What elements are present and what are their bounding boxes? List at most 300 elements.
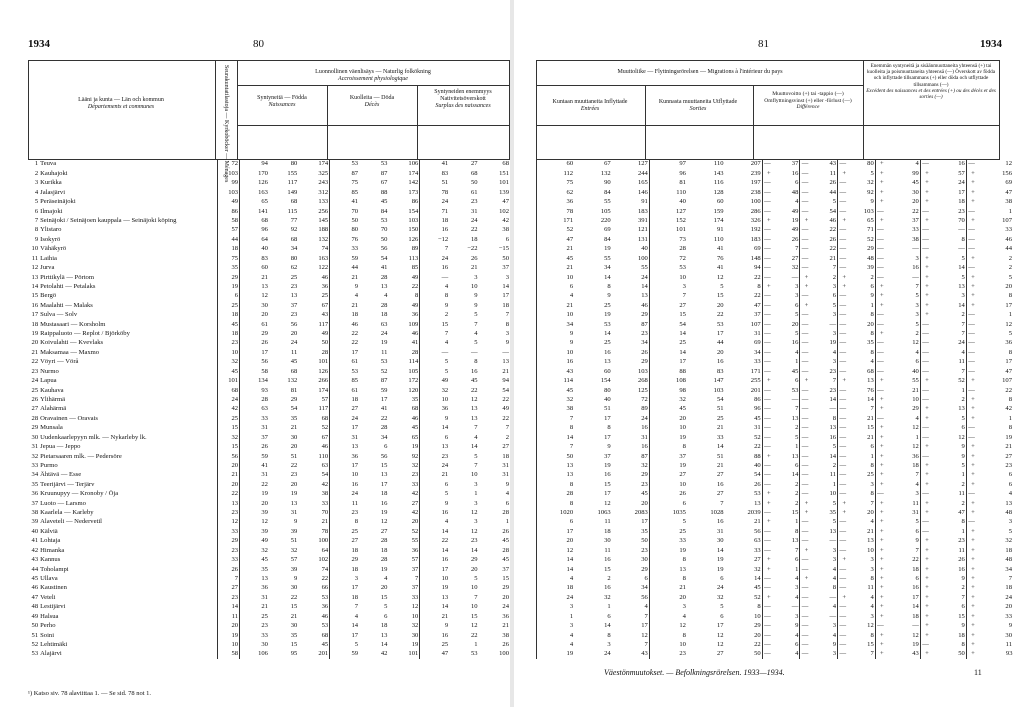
cell-col2: 19 bbox=[217, 282, 239, 291]
cell-value: 11 bbox=[604, 518, 611, 526]
cell-value: 60 bbox=[537, 160, 575, 169]
cell-value: 4 bbox=[915, 348, 919, 356]
table-row bbox=[537, 367, 1014, 376]
cell-value: 13 bbox=[470, 414, 478, 422]
cell-value: 27 bbox=[411, 499, 419, 507]
cell-value: 16 bbox=[604, 348, 611, 356]
cell-value: 47 bbox=[754, 301, 761, 309]
cell-value: 165 bbox=[637, 179, 648, 187]
cell-value: 96 bbox=[649, 169, 687, 178]
cell-value: 87 bbox=[641, 452, 648, 460]
cell-col2: 99 bbox=[217, 179, 239, 188]
cell-value: + bbox=[838, 593, 848, 602]
cell-value: 151 bbox=[499, 169, 509, 177]
cell-value: — bbox=[839, 188, 847, 196]
cell-value: — bbox=[839, 264, 847, 272]
municipality-name: Koivulahti — Kvevlaks bbox=[40, 339, 104, 347]
cell-value: 14 bbox=[716, 443, 724, 451]
cell-value: 60 bbox=[716, 198, 724, 206]
row-index: 52 bbox=[31, 640, 39, 648]
cell-value: 56 bbox=[240, 358, 269, 367]
cell-value: 4 bbox=[330, 292, 359, 301]
cell-value: + bbox=[875, 292, 885, 301]
cell-value: 110 bbox=[713, 235, 724, 243]
cell-value: 16 bbox=[716, 358, 724, 366]
cell-value: 8 bbox=[415, 292, 419, 300]
cell-value: 50 bbox=[502, 254, 509, 262]
cell-value: — bbox=[839, 546, 847, 554]
cell-value: 5 bbox=[1008, 527, 1012, 535]
cell-value: 81 bbox=[649, 179, 687, 188]
cell-value: 34 bbox=[754, 348, 761, 356]
cell-value: 37 bbox=[604, 452, 611, 460]
cell-value: 38 bbox=[502, 226, 509, 234]
cell-value: 3 bbox=[505, 273, 509, 281]
cell-value: 46 bbox=[411, 330, 419, 338]
cell-value: 4 bbox=[795, 198, 799, 206]
cell-value: 61 bbox=[240, 320, 269, 329]
municipality-name: Kaarlela — Karleby bbox=[40, 509, 94, 517]
cell-value: 35 bbox=[867, 339, 874, 347]
cell-value: 286 bbox=[750, 207, 761, 215]
cell-value: 18 bbox=[380, 490, 388, 498]
cell-col2: 45 bbox=[217, 320, 239, 329]
cell-value: 25 bbox=[604, 301, 611, 309]
cell-value: 53 bbox=[754, 490, 761, 498]
cell-value: 95 bbox=[290, 650, 298, 658]
cell-value: 201 bbox=[318, 650, 329, 658]
cell-value: — bbox=[801, 603, 809, 611]
cell-value: 34 bbox=[1005, 565, 1012, 573]
cell-value: 51 bbox=[290, 537, 298, 545]
cell-value: 8 bbox=[757, 603, 761, 611]
cell-value: 57 bbox=[290, 556, 298, 564]
cell-value: — bbox=[801, 480, 809, 488]
cell-value: 16 bbox=[604, 584, 611, 592]
cell-value: 22 bbox=[912, 207, 919, 215]
cell-value: 23 bbox=[641, 546, 648, 554]
cell-value: 12 bbox=[912, 443, 919, 451]
cell-value: 8 bbox=[537, 499, 575, 508]
cell-value: 8 bbox=[870, 575, 874, 583]
cell-value: + bbox=[800, 499, 810, 508]
cell-value: — bbox=[801, 207, 809, 215]
cell-value: 11 bbox=[381, 348, 388, 356]
cell-value: + bbox=[838, 282, 848, 291]
cell-value: 9 bbox=[961, 443, 965, 451]
cell-value: 72 bbox=[649, 254, 687, 263]
cell-value: 2 bbox=[915, 330, 919, 338]
cell-value: 67 bbox=[380, 179, 388, 187]
cell-value: 24 bbox=[420, 462, 449, 471]
row-index: 38 bbox=[31, 509, 39, 517]
cell-value: — bbox=[877, 320, 884, 328]
cell-value: 56 bbox=[380, 245, 388, 253]
table-row bbox=[537, 311, 1014, 320]
cell-value: 7 bbox=[474, 593, 478, 601]
cell-value: 39 bbox=[240, 509, 269, 518]
cell-value: 32 bbox=[411, 461, 419, 469]
cell-value: 28 bbox=[321, 348, 329, 356]
cell-value: 32 bbox=[791, 264, 799, 272]
cell-value: 24 bbox=[330, 490, 359, 499]
table-row bbox=[537, 226, 1014, 235]
cell-value: 7 bbox=[474, 461, 478, 469]
cell-value: 10 bbox=[420, 575, 449, 584]
cell-value: 4 bbox=[330, 612, 359, 621]
cell-value: + bbox=[920, 480, 930, 489]
cell-col2: 32 bbox=[217, 358, 239, 367]
cell-value: 33 bbox=[321, 499, 329, 507]
cell-value: 16 bbox=[330, 480, 359, 489]
cell-value: 183 bbox=[637, 207, 648, 215]
cell-value: 30 bbox=[240, 301, 269, 310]
cell-value: 87 bbox=[380, 377, 388, 385]
cell-value: — bbox=[764, 160, 771, 168]
row-index: 21 bbox=[31, 348, 39, 356]
cell-value: 6 bbox=[537, 282, 575, 291]
cell-value: 64 bbox=[321, 546, 329, 554]
cell-value: 31 bbox=[502, 471, 509, 479]
cell-col2: 58 bbox=[217, 217, 239, 226]
cell-value: — bbox=[764, 292, 771, 300]
header-kuolleita: Kuolleita — Döda Décès bbox=[349, 95, 395, 108]
cell-value: 18 bbox=[912, 461, 919, 469]
cell-value: 67 bbox=[321, 433, 329, 441]
municipality-name: Sulva — Solv bbox=[40, 311, 78, 319]
cell-value: 80 bbox=[290, 254, 298, 262]
cell-value: + bbox=[966, 273, 976, 282]
cell-value: 22 bbox=[716, 311, 724, 319]
cell-value: 71 bbox=[420, 207, 449, 216]
cell-value: 68 bbox=[240, 217, 269, 226]
cell-value: 31 bbox=[330, 433, 359, 442]
cell-value: 14 bbox=[420, 603, 449, 612]
cell-col2: 21 bbox=[217, 471, 239, 480]
table-row bbox=[537, 198, 1014, 207]
cell-value: 4 bbox=[795, 650, 799, 658]
cell-value: 63 bbox=[754, 537, 761, 545]
cell-value: 40 bbox=[604, 396, 611, 403]
cell-value: + bbox=[966, 650, 976, 659]
cell-value: 28 bbox=[502, 546, 509, 554]
cell-col2: 19 bbox=[217, 631, 239, 640]
cell-value: 6 bbox=[384, 443, 388, 451]
cell-value: 3 bbox=[832, 282, 837, 290]
cell-value: 61 bbox=[330, 358, 359, 367]
municipality-name: Halsua bbox=[40, 612, 59, 620]
cell-value: 27 bbox=[716, 471, 724, 479]
cell-value: 13 bbox=[1005, 499, 1012, 507]
cell-value: 80 bbox=[604, 386, 611, 394]
cell-value: 85 bbox=[330, 377, 359, 386]
cell-value: 7 bbox=[832, 264, 837, 272]
municipality-name: Maksamaa — Maxmo bbox=[40, 348, 100, 356]
cell-value: — bbox=[839, 640, 847, 648]
cell-value: 1 bbox=[795, 443, 799, 451]
cell-value: 20 bbox=[290, 443, 298, 451]
cell-value: + bbox=[800, 273, 810, 282]
cell-value: — bbox=[764, 424, 771, 432]
cell-value: 256 bbox=[318, 207, 329, 215]
cell-col2: 35 bbox=[217, 264, 239, 273]
cell-value: 171 bbox=[537, 217, 575, 226]
table-row bbox=[537, 301, 1014, 310]
cell-value: 54 bbox=[829, 207, 837, 215]
cell-value: 10 bbox=[330, 471, 359, 480]
cell-value: 41 bbox=[411, 339, 419, 347]
cell-value: 197 bbox=[750, 179, 761, 187]
cell-value: 6 bbox=[870, 282, 874, 290]
cell-value: — bbox=[839, 330, 847, 338]
cell-value: 6 bbox=[384, 612, 388, 620]
cell-value: 18 bbox=[502, 452, 509, 460]
cell-value: 13 bbox=[649, 565, 687, 574]
cell-value: 6 bbox=[870, 443, 874, 451]
cell-value: 114 bbox=[408, 358, 419, 366]
cell-value: — bbox=[801, 612, 809, 620]
cell-value: 34 bbox=[290, 245, 298, 253]
cell-value: 6 bbox=[915, 575, 919, 583]
cell-value: + bbox=[762, 217, 772, 226]
cell-value: 11 bbox=[958, 490, 965, 498]
cell-value: — bbox=[764, 433, 771, 441]
cell-value: 26 bbox=[470, 254, 478, 262]
cell-value: 41 bbox=[420, 160, 449, 169]
cell-value: 36 bbox=[502, 612, 509, 620]
cell-value: — bbox=[877, 414, 884, 422]
cell-value: + bbox=[920, 273, 930, 282]
cell-value: 30 bbox=[641, 556, 648, 564]
table-row bbox=[28, 254, 510, 263]
cell-value: 17 bbox=[420, 565, 449, 574]
cell-value: 3 bbox=[870, 480, 874, 488]
row-index: 48 bbox=[31, 603, 39, 611]
row-index: 10 bbox=[31, 245, 39, 253]
cell-value: 36 bbox=[321, 603, 329, 611]
cell-value: 3 bbox=[537, 603, 575, 612]
cell-value: 12 bbox=[470, 622, 478, 630]
cell-value: — bbox=[839, 584, 847, 592]
cell-value: 15 bbox=[867, 640, 874, 648]
cell-value: 6 bbox=[832, 292, 837, 300]
cell-col2: 86 bbox=[217, 207, 239, 216]
cell-value: + bbox=[966, 612, 976, 621]
cell-value: 5 bbox=[795, 433, 799, 441]
cell-value: + bbox=[920, 217, 930, 226]
cell-value: 51 bbox=[716, 405, 724, 413]
cell-value: + bbox=[920, 509, 930, 518]
cell-value: + bbox=[920, 462, 930, 471]
row-index: 33 bbox=[31, 461, 39, 469]
cell-value: 8 bbox=[607, 631, 611, 639]
cell-value: 31 bbox=[290, 509, 298, 517]
table-row bbox=[28, 527, 510, 536]
cell-value: 22 bbox=[411, 282, 419, 290]
cell-value: 40 bbox=[754, 461, 761, 469]
cell-value: 20 bbox=[1005, 603, 1012, 611]
cell-value: 103 bbox=[713, 386, 724, 394]
cell-value: 92 bbox=[411, 452, 419, 460]
table-row bbox=[28, 169, 510, 178]
cell-value: 37 bbox=[791, 160, 799, 168]
row-index: 53 bbox=[31, 650, 39, 658]
cell-value: + bbox=[875, 179, 885, 188]
cell-value: 7 bbox=[330, 603, 359, 612]
cell-value: 16 bbox=[641, 424, 648, 432]
cell-value: 16 bbox=[716, 480, 724, 488]
cell-value: 6 bbox=[505, 235, 509, 243]
cell-value: — bbox=[801, 254, 809, 262]
right-header-box bbox=[536, 60, 1000, 160]
cell-value: 45 bbox=[754, 414, 761, 422]
cell-value: 28 bbox=[537, 490, 575, 499]
cell-value: — bbox=[801, 264, 809, 272]
table-row bbox=[537, 650, 1014, 659]
cell-value: 51 bbox=[716, 452, 724, 460]
header-utflyttade: Kunnasta muuttaneita Utflyttade Sorties bbox=[658, 99, 738, 112]
cell-value: 19 bbox=[411, 443, 419, 451]
cell-value: 12 bbox=[912, 631, 919, 639]
cell-value: 15 bbox=[290, 640, 298, 648]
cell-value: 7 bbox=[961, 593, 965, 601]
cell-value: 4 bbox=[644, 603, 648, 611]
cell-value: — bbox=[764, 603, 771, 611]
cell-value: + bbox=[920, 179, 930, 188]
cell-value: 78 bbox=[537, 207, 575, 216]
cell-value: 5 bbox=[870, 169, 874, 177]
cell-col2: 103 bbox=[217, 188, 239, 197]
cell-col2: 22 bbox=[217, 490, 239, 499]
table-row bbox=[537, 414, 1014, 423]
header-col2: Seurakuntatilastoja — Kyrkoböcker — Ménages bbox=[223, 65, 229, 183]
cell-value: 33 bbox=[330, 245, 359, 254]
cell-value: 43 bbox=[829, 160, 837, 168]
table-row bbox=[537, 462, 1014, 471]
cell-value: 37 bbox=[754, 311, 761, 319]
cell-value: 7 bbox=[644, 640, 648, 648]
cell-col2: 20 bbox=[217, 622, 239, 631]
cell-value: 21 bbox=[754, 518, 761, 526]
cell-value: 30 bbox=[411, 631, 419, 639]
cell-value: 14 bbox=[537, 433, 575, 442]
cell-value: 22 bbox=[330, 330, 359, 339]
cell-value: 3 bbox=[915, 311, 919, 319]
row-index: 28 bbox=[31, 414, 39, 422]
cell-value: 13 bbox=[958, 405, 965, 413]
cell-value: 18 bbox=[502, 301, 509, 309]
cell-value: + bbox=[966, 603, 976, 612]
cell-value: 20 bbox=[470, 565, 478, 573]
cell-value: — bbox=[839, 254, 847, 262]
cell-value: 46 bbox=[321, 273, 329, 281]
cell-value: 110 bbox=[713, 160, 724, 168]
row-index: 1 bbox=[34, 160, 39, 168]
cell-value: 1 bbox=[795, 518, 799, 526]
cell-value: 21 bbox=[829, 254, 837, 262]
cell-value: — bbox=[801, 518, 809, 526]
cell-value: — bbox=[801, 593, 809, 601]
cell-value: + bbox=[920, 292, 930, 301]
cell-value: 4 bbox=[537, 575, 575, 584]
cell-value: — bbox=[877, 358, 884, 366]
cell-value: 50 bbox=[754, 650, 761, 658]
cell-value: + bbox=[920, 584, 930, 593]
cell-value: 134 bbox=[240, 377, 269, 386]
cell-value: + bbox=[920, 405, 930, 414]
cell-value: 14 bbox=[470, 546, 478, 554]
cell-value: 22 bbox=[502, 414, 509, 422]
cell-value: 54 bbox=[321, 471, 329, 479]
cell-value: 17 bbox=[1005, 301, 1012, 309]
cell-value: 28 bbox=[380, 424, 388, 432]
cell-value: 154 bbox=[408, 207, 419, 215]
cell-value: — bbox=[922, 367, 929, 375]
cell-col2: 49 bbox=[217, 198, 239, 207]
cell-value: 6 bbox=[795, 556, 799, 564]
cell-value: 12 bbox=[470, 527, 478, 535]
cell-value: 94 bbox=[502, 377, 509, 385]
cell-value: 24 bbox=[958, 179, 965, 187]
cell-value: + bbox=[920, 565, 930, 574]
cell-value: 18 bbox=[537, 584, 575, 593]
cell-value: + bbox=[920, 612, 930, 621]
cell-value: 16 bbox=[829, 433, 837, 441]
cell-value: + bbox=[966, 631, 976, 640]
cell-value: 3 bbox=[961, 292, 965, 300]
cell-value: 11 bbox=[958, 358, 965, 366]
cell-value: — bbox=[968, 433, 975, 441]
cell-value: 41 bbox=[380, 405, 388, 413]
cell-value: 7 bbox=[795, 245, 799, 253]
cell-value: 2 bbox=[505, 433, 509, 441]
cell-value: 49 bbox=[411, 301, 419, 309]
cell-value: — bbox=[801, 330, 809, 338]
cell-value: 3 bbox=[474, 480, 478, 488]
cell-value: 9 bbox=[505, 480, 509, 488]
cell-value: 9 bbox=[832, 640, 837, 648]
cell-col2: 23 bbox=[217, 546, 239, 555]
cell-value: — bbox=[764, 330, 771, 338]
municipality-name: Kannus bbox=[40, 556, 61, 564]
cell-value: 56 bbox=[290, 320, 298, 328]
cell-value: 32 bbox=[537, 396, 575, 405]
cell-value: + bbox=[875, 527, 885, 536]
municipality-name: Lestijärvi bbox=[40, 603, 66, 611]
cell-value: — bbox=[839, 518, 847, 526]
cell-value: 49 bbox=[411, 273, 419, 281]
row-index: 47 bbox=[31, 593, 39, 601]
cell-value: 7 bbox=[537, 414, 575, 423]
header-migration: Muuttoliike — Flyttningsrörelsen — Migrations à l'intérieur du pays bbox=[617, 69, 783, 75]
cell-value: + bbox=[875, 405, 885, 414]
cell-value: — bbox=[764, 631, 771, 639]
table-row bbox=[537, 641, 1014, 650]
cell-value: 5 bbox=[420, 490, 449, 499]
cell-value: 53 bbox=[380, 358, 388, 366]
cell-value: 36 bbox=[1005, 339, 1012, 347]
cell-value: — bbox=[922, 358, 929, 366]
cell-value: + bbox=[875, 575, 885, 584]
cell-value: 52 bbox=[537, 226, 575, 235]
cell-value: — bbox=[764, 480, 771, 488]
cell-value: 2 bbox=[961, 396, 965, 403]
cell-value: 18 bbox=[330, 593, 359, 602]
cell-value: 268 bbox=[637, 377, 648, 385]
cell-value: 43 bbox=[321, 311, 329, 319]
cell-value: 45 bbox=[912, 179, 919, 187]
cell-value: 11 bbox=[829, 169, 837, 177]
